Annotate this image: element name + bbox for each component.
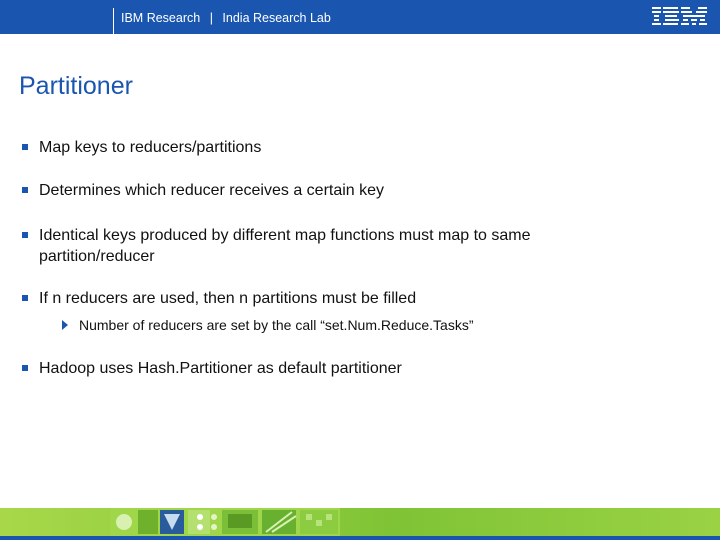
bullet-text: Map keys to reducers/partitions	[39, 139, 262, 156]
sub-bullet-text: Number of reducers are set by the call “set.Num.Reduce.Tasks”	[79, 317, 474, 333]
square-bullet-icon	[22, 232, 28, 238]
bullet-text: Determines which reducer receives a certain key	[39, 182, 385, 199]
header-text	[121, 11, 331, 25]
header-org: IBM Research	[121, 11, 201, 25]
square-bullet-icon	[22, 144, 28, 150]
square-bullet-icon	[22, 365, 28, 371]
square-bullet-icon	[22, 187, 28, 193]
footer-band	[0, 508, 720, 536]
header-separator: |	[209, 11, 213, 25]
header-bar	[0, 0, 720, 34]
header-lab: India Research Lab	[222, 11, 331, 25]
triangle-bullet-icon	[62, 320, 68, 330]
header-divider	[113, 8, 114, 34]
bullet-text-line-2: partition/reducer	[39, 248, 155, 265]
bullet-text: If n reducers are used, then n partitions must be filled	[39, 290, 417, 307]
slide-title: Partitioner	[19, 72, 133, 100]
square-bullet-icon	[22, 295, 28, 301]
footer-image-tiles	[110, 508, 340, 536]
bullet-text-line-1: Identical keys produced by different map functions must map to same	[39, 227, 531, 244]
footer-base-line	[0, 536, 720, 540]
bullet-text: Hadoop uses Hash.Partitioner as default partitioner	[39, 360, 402, 377]
ibm-logo	[652, 6, 708, 28]
